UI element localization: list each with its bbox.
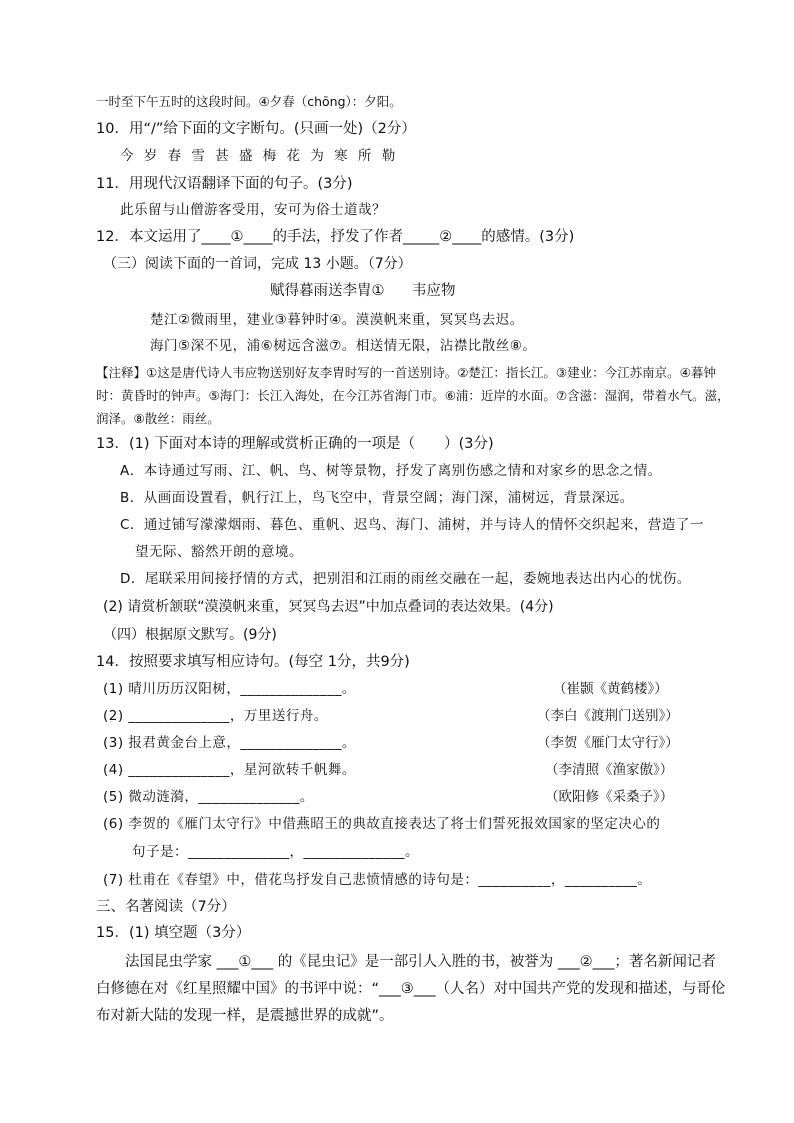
question-15-text-3: 布对新大陆的发现一样，是震撼世界的成就”。 [96,1008,394,1024]
fill-2-source: （李白《渡荆门送别》） [537,708,679,724]
fill-4: (4) ______________，星河欲转千帆舞。 [103,762,356,778]
question-11: 11．用现代汉语翻译下面的句子。(3分) [96,176,353,192]
question-15-text-2: 白修德在对《红星照耀中国》的书评中说：“___③___（人名）对中国共产党的发现和描述，与哥伦 [96,981,726,997]
question-13-part-2: (2) 请赏析颔联“漠漠帆来重，冥冥鸟去迟”中加点叠词的表达效果。(4分) [103,599,554,615]
question-14: 14．按照要求填写相应诗句。(每空 1分，共9分) [96,654,410,670]
fill-6-line-2: 句子是：______________，______________。 [132,844,419,860]
fill-1: (1) 晴川历历汉阳树，______________。 [103,681,356,697]
option-c-line-1: C．通过铺写濛濛烟雨、暮色、重帆、迟鸟、海门、浦树，并与诗人的情怀交织起来，营造了一 [120,517,704,533]
fill-7: (7) 杜甫在《春望》中，借花鸟抒发自己悲愤情感的诗句是：__________，__________。 [103,872,652,888]
fill-2: (2) ______________，万里送行舟。 [103,708,328,724]
poem-title: 赋得暮雨送李胄① [270,283,385,299]
option-a: A．本诗通过写雨、江、帆、鸟、树等景物，抒发了离别伤感之情和对家乡的思念之情。 [120,463,662,479]
question-12: 12．本文运用了____①____的手法，抒发了作者_____②____的感情。(3分) [96,229,575,245]
fill-6-line-1: (6) 李贺的《雁门太守行》中借燕昭王的典故直接表达了将士们誓死报效国家的坚定决心的 [103,816,661,832]
poem-author: 韦应物 [412,283,456,299]
option-d: D．尾联采用间接抒情的方式，把别泪和江雨的雨丝交融在一起，委婉地表达出内心的忧伤。 [120,571,691,587]
section-books-heading: 三、名著阅读（7分） [96,899,236,915]
question-10-text: 今 岁 春 雪 甚 盛 梅 花 为 寒 所 勒 [120,148,399,164]
question-15-text-1: 法国昆虫学家 ___①___ 的《昆虫记》是一部引人入胜的书，被誉为 ___②___；著名新闻记者 [125,954,716,970]
top-note: 一时至下午五时的这段时间。④夕春（chōng）：夕阳。 [96,94,402,109]
question-10: 10．用“/”给下面的文字断句。(只画一处)（2分） [96,121,416,137]
fill-5-source: （欧阳修《采桑子》） [545,789,674,805]
fill-5: (5) 微动涟漪，______________。 [103,789,314,805]
poem-line-1: 楚江②微雨里，建业③暮钟时④。漠漠帆来重，冥冥鸟去迟。 [150,312,524,328]
section-4-heading: （四）根据原文默写。(9分) [103,627,277,643]
question-15: 15．(1) 填空题（3分） [96,925,251,941]
annotation-line-1: 【注释】①这是唐代诗人韦应物送别好友李胄时写的一首送别诗。②楚江：指长江。③建业：今江苏南京。④暮钟 [96,365,716,380]
fill-4-source: （李清照《渔家傲》） [545,762,674,778]
fill-3-source: （李贺《雁门太守行》） [537,735,679,751]
option-c-line-2: 望无际、豁然开朗的意境。 [135,544,303,560]
poem-line-2: 海门⑤深不见，浦⑥树远含滋⑦。相送情无限，沾襟比散丝⑧。 [150,338,537,354]
question-11-text: 此乐留与山僧游客受用，安可为俗士道哉？ [120,202,386,218]
annotation-line-3: 润泽。⑧散丝：雨丝。 [96,411,220,426]
fill-3: (3) 报君黄金台上意，______________。 [103,735,356,751]
question-13: 13．(1) 下面对本诗的理解或赏析正确的一项是（ ）(3分) [96,436,494,452]
section-3-heading: （三）阅读下面的一首词，完成 13 小题。（7分） [103,256,412,272]
option-b: B．从画面设置看，帆行江上，鸟飞空中，背景空阔；海门深，浦树远，背景深远。 [120,490,634,506]
fill-1-source: （崔颢《黄鹤楼》） [553,681,668,697]
annotation-line-2: 时：黄昏时的钟声。⑤海门：长江入海处，在今江苏省海门市。⑥浦：近岸的水面。⑦含滋：湿润，带着水气。滋， [96,388,730,403]
